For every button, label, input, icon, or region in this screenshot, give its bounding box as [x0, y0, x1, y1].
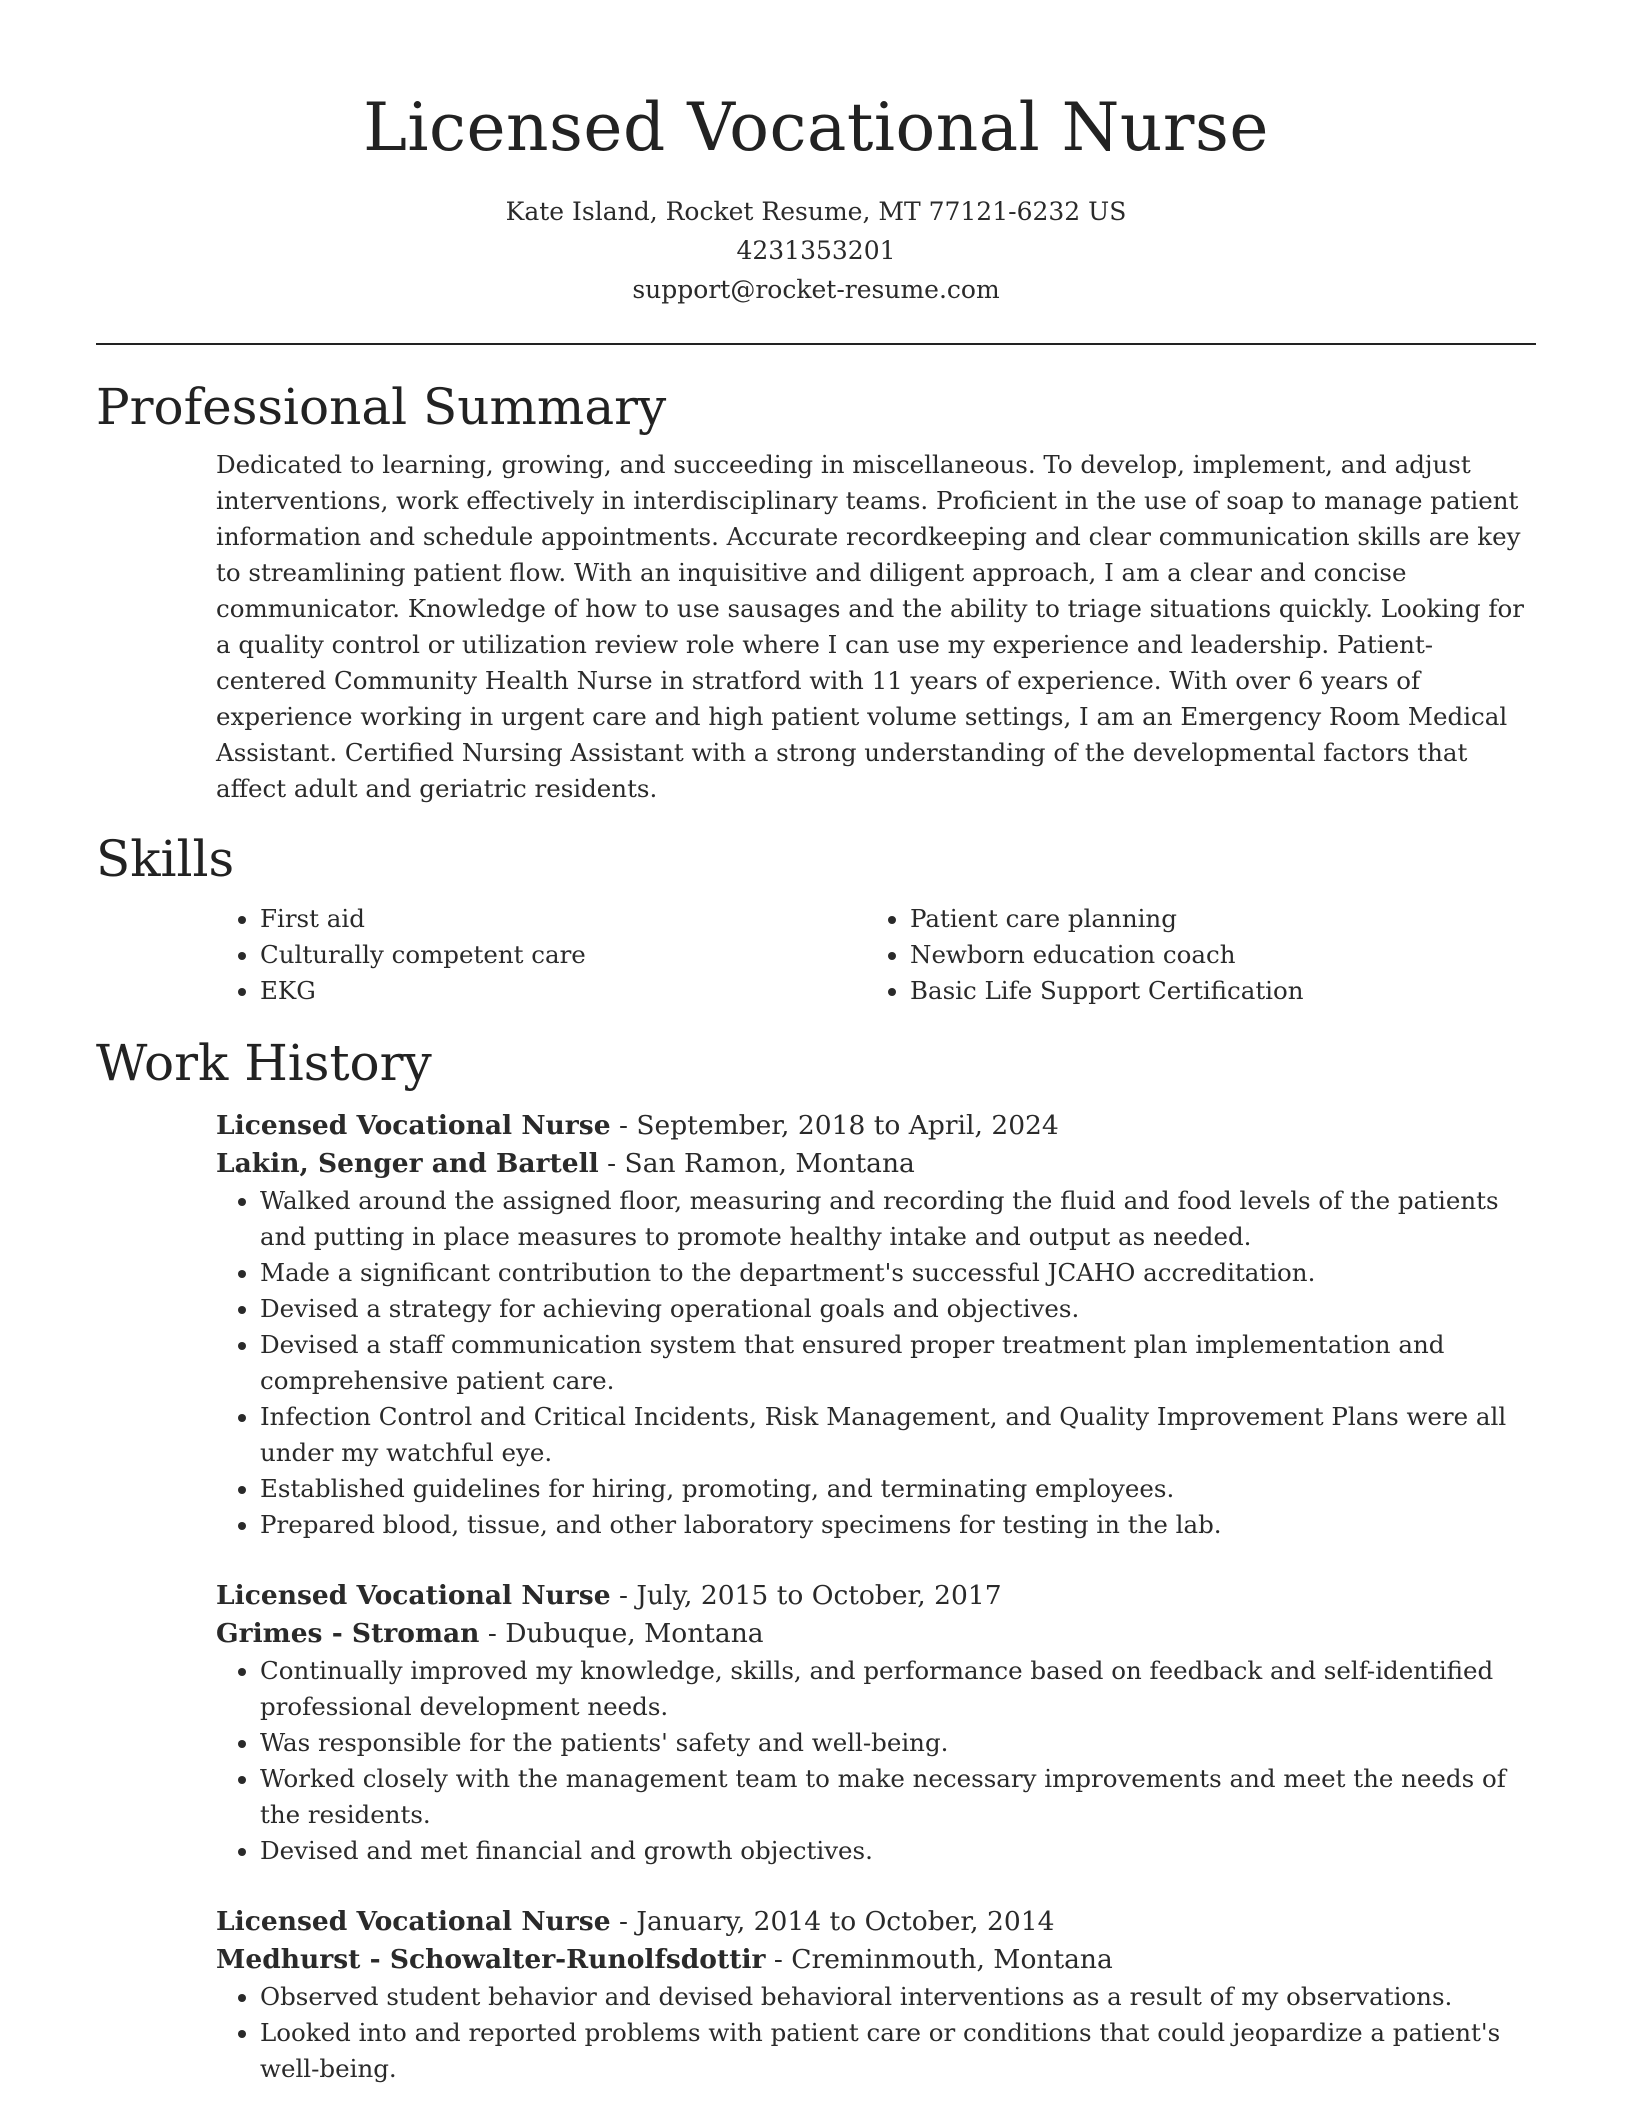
- job-bullet: • Observed student behavior and devised behavioral interventions as a result of my observations.: [260, 1979, 1536, 2015]
- job-title: Licensed Vocational Nurse: [216, 1906, 611, 1937]
- skills-list-right: [866, 901, 1516, 1009]
- skill-item: • Culturally competent care: [260, 937, 866, 973]
- contact-email: support@rocket-resume.com: [632, 275, 1000, 304]
- contact-info: [96, 192, 1536, 309]
- job-entry: [216, 1903, 1536, 2087]
- job-bullets: [216, 1183, 1536, 1543]
- skills-title: Skills: [96, 830, 235, 888]
- job-company-line: [216, 1941, 1536, 1979]
- contact-phone: 4231353201: [736, 236, 896, 265]
- job-title: Licensed Vocational Nurse: [216, 1110, 611, 1141]
- resume-page: [96, 0, 1536, 2112]
- job-bullet: • Established guidelines for hiring, promoting, and terminating employees.: [260, 1471, 1536, 1507]
- summary-title: Professional Summary: [96, 378, 667, 436]
- job-bullet: • Was responsible for the patients' safety and well-being.: [260, 1725, 1536, 1761]
- job-bullet: • Made a significant contribution to the department's successful JCAHO accreditation.: [260, 1255, 1536, 1291]
- work-history-section: [96, 1031, 1536, 2087]
- skills-column-left: [216, 901, 866, 1009]
- job-bullet: • Devised a strategy for achieving operational goals and objectives.: [260, 1291, 1536, 1327]
- skills-grid: [216, 901, 1536, 1009]
- job-bullet: • Walked around the assigned floor, measuring and recording the fluid and food levels of the patients and putting in place measures to promote healthy intake and output as needed.: [260, 1183, 1536, 1255]
- work-history-title: Work History: [96, 1034, 432, 1092]
- job-bullets: [216, 1979, 1536, 2087]
- skill-item: • Basic Life Support Certification: [910, 973, 1516, 1009]
- resume-name: Licensed Vocational Nurse: [363, 89, 1269, 166]
- summary-text: Dedicated to learning, growing, and succeeding in miscellaneous. To develop, implement, and adjust interventions, work effectively in interdisciplinary teams. Proficient in the use of soap to manage patient information and schedule appointments. Accurate recordkeeping and clear communication skills are key to streamlining patient flow. With an inquisitive and diligent approach, I am a clear and concise communicator. Knowledge of how to use sausages and the ability to triage situations quickly. Looking for a quality control or utilization review role where I can use my experience and leadership. Patient-centered Community Health Nurse in stratford with 11 years of experience. With over 6 years of experience working in urgent care and high patient volume settings, I am an Emergency Room Medical Assistant. Certified Nursing Assistant with a strong understanding of the developmental factors that affect adult and geriatric residents.: [216, 450, 1524, 803]
- job-title-line: [216, 1903, 1536, 1941]
- job-bullet: • Devised and met financial and growth objectives.: [260, 1833, 1536, 1869]
- skill-item: • Patient care planning: [910, 901, 1516, 937]
- job-location: - San Ramon, Montana: [598, 1148, 915, 1179]
- job-location: - Dubuque, Montana: [479, 1618, 764, 1649]
- job-bullet: • Continually improved my knowledge, skills, and performance based on feedback and self-identified professional development needs.: [260, 1653, 1536, 1725]
- skill-item: • First aid: [260, 901, 866, 937]
- job-location: - Creminmouth, Montana: [765, 1944, 1113, 1975]
- job-dates: - January, 2014 to October, 2014: [610, 1906, 1055, 1937]
- header-divider: [96, 343, 1536, 345]
- skills-column-right: [866, 901, 1516, 1009]
- job-bullets: [216, 1653, 1536, 1869]
- job-bullet: • Infection Control and Critical Incidents, Risk Management, and Quality Improvement Plans were all under my watchful eye.: [260, 1399, 1536, 1471]
- job-bullet: • Devised a staff communication system that ensured proper treatment plan implementation and comprehensive patient care.: [260, 1327, 1536, 1399]
- summary-section: [96, 375, 1536, 807]
- job-bullet: • Worked closely with the management team to make necessary improvements and meet the needs of the residents.: [260, 1761, 1536, 1833]
- job-title-line: [216, 1107, 1536, 1145]
- job-title-line: [216, 1577, 1536, 1615]
- job-company-line: [216, 1615, 1536, 1653]
- job-entry: [216, 1107, 1536, 1543]
- job-company: Grimes - Stroman: [216, 1618, 480, 1649]
- skill-item: • EKG: [260, 973, 866, 1009]
- job-bullet: • Looked into and reported problems with patient care or conditions that could jeopardize a patient's well-being.: [260, 2015, 1536, 2087]
- job-entry: [216, 1577, 1536, 1869]
- skills-list-left: [216, 901, 866, 1009]
- skills-section: [96, 827, 1536, 1009]
- job-dates: - July, 2015 to October, 2017: [610, 1580, 1002, 1611]
- resume-header: [96, 0, 1536, 309]
- contact-address: Kate Island, Rocket Resume, MT 77121-6232 US: [505, 197, 1127, 226]
- job-company: Lakin, Senger and Bartell: [216, 1148, 599, 1179]
- job-dates: - September, 2018 to April, 2024: [610, 1110, 1059, 1141]
- skill-item: • Newborn education coach: [910, 937, 1516, 973]
- job-company-line: [216, 1145, 1536, 1183]
- job-title: Licensed Vocational Nurse: [216, 1580, 611, 1611]
- job-bullet: • Prepared blood, tissue, and other laboratory specimens for testing in the lab.: [260, 1507, 1536, 1543]
- job-company: Medhurst - Schowalter-Runolfsdottir: [216, 1944, 766, 1975]
